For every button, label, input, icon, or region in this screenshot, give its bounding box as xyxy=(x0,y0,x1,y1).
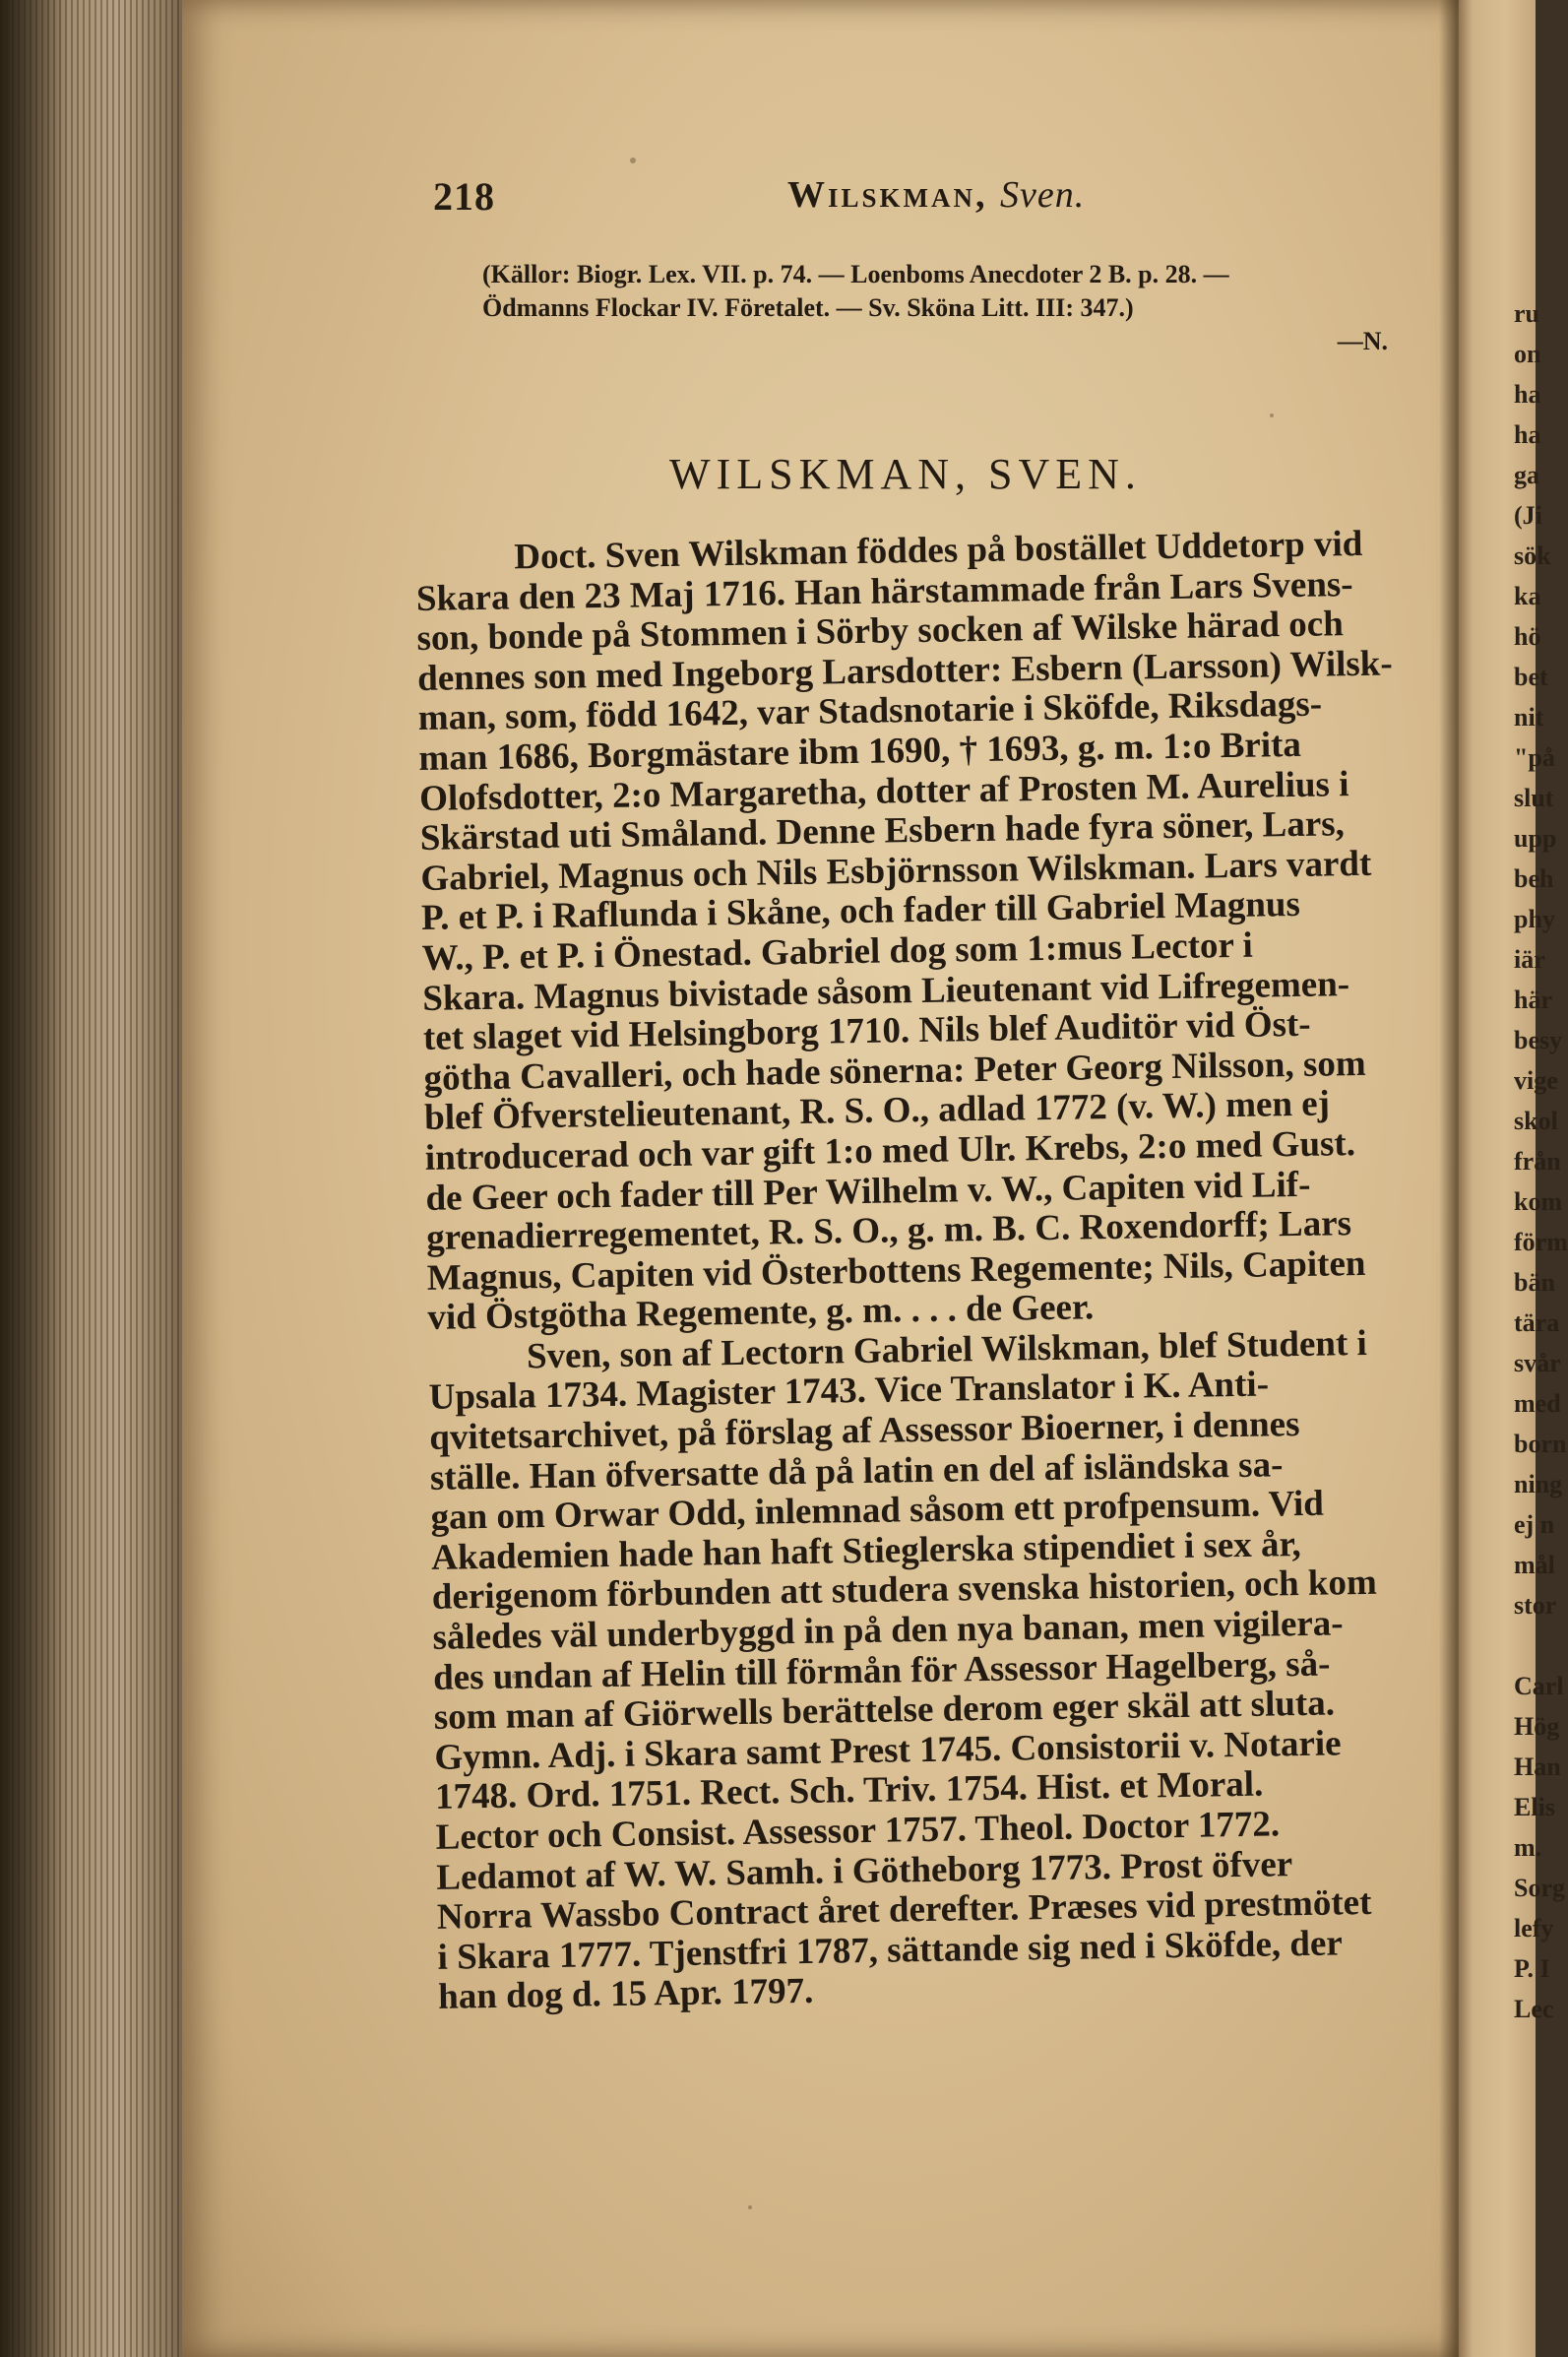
neighbor-line-fragment: on xyxy=(1514,340,1541,368)
body-line: des undan af Helin till förmån för Assessor Hagelberg, så- xyxy=(432,1643,1331,1698)
body-line: de Geer och fader till Per Wilhelm v. W., Capiten vid Lif- xyxy=(425,1164,1311,1219)
body-line: ställe. Han öfversatte då på latin en del af isländska sa- xyxy=(429,1443,1284,1498)
neighbor-line-fragment: skol xyxy=(1514,1107,1558,1135)
running-head xyxy=(787,173,1085,217)
neighbor-line-fragment: mål xyxy=(1514,1551,1555,1579)
body-line: som man af Giörwells berättelse derom eger skäl att sluta. xyxy=(433,1683,1336,1739)
paper-speck xyxy=(748,2205,752,2209)
paper-speck xyxy=(630,158,636,163)
body-line: götha Cavalleri, och hade sönerna: Peter Georg Nilsson, som xyxy=(423,1043,1366,1099)
body-line: introducerad och var gift 1:o med Ulr. Krebs, 2:o med Gust. xyxy=(424,1122,1356,1178)
neighbor-line-fragment: beh xyxy=(1514,864,1554,893)
body-line: P. et P. i Raflunda i Skåne, och fader till Gabriel Magnus xyxy=(420,884,1301,939)
neighbor-line-fragment: nit xyxy=(1514,703,1544,732)
paper-speck xyxy=(1270,414,1274,417)
body-line: man 1686, Borgmästare ibm 1690, † 1693, g. m. 1:o Brita xyxy=(418,724,1302,779)
body-line: således väl underbyggd in på den nya banan, men vigilera- xyxy=(432,1603,1344,1658)
neighbor-line-fragment: svår xyxy=(1514,1349,1561,1377)
neighbor-line-fragment: hö xyxy=(1514,622,1541,651)
paper-speck xyxy=(512,1674,517,1679)
body-line: dennes son med Ingeborg Larsdotter: Esbern (Larsson) Wilsk- xyxy=(416,643,1393,699)
body-line: derigenom förbunden att studera svenska historien, och kom xyxy=(431,1562,1378,1619)
body-line: Magnus, Capiten vid Österbottens Regemente; Nils, Capiten xyxy=(426,1242,1366,1299)
neighbor-line-fragment: sök xyxy=(1514,541,1551,570)
neighbor-line-fragment: upp xyxy=(1514,824,1557,853)
neighbor-line-fragment: tära xyxy=(1514,1308,1560,1337)
body-line: Gabriel, Magnus och Nils Esbjörnsson Wilskman. Lars vardt xyxy=(420,843,1372,899)
body-line: Skara den 23 Maj 1716. Han härstammade från Lars Svens- xyxy=(415,563,1353,619)
body-line: Ledamot af W. W. Samh. i Götheborg 1773. Prost öfver xyxy=(436,1843,1293,1898)
neighbor-line-fragment: ha xyxy=(1514,420,1541,449)
neighbor-line-fragment: besy xyxy=(1514,1026,1563,1054)
author-signature: —N. xyxy=(1337,327,1388,355)
page-header xyxy=(433,173,1417,232)
binding-shadow xyxy=(0,0,69,2357)
neighbor-line-fragment: m. xyxy=(1514,1833,1542,1862)
body-line: Olofsdotter, 2:o Margaretha, dotter af Prosten M. Aurelius i xyxy=(418,763,1349,819)
body-line: Akademien hade han haft Stieglerska stipendiet i sex år, xyxy=(430,1523,1302,1578)
sources-note xyxy=(482,258,1427,358)
body-line: i Skara 1777. Tjenstfri 1787, sättande sig ned i Sköfde, der xyxy=(437,1923,1344,1978)
body-line: Norra Wassbo Contract året derefter. Præses vid prestmötet xyxy=(436,1882,1372,1939)
neighbor-line-fragment: born xyxy=(1514,1430,1567,1458)
body-line: 1748. Ord. 1751. Rect. Sch. Triv. 1754. Hist. et Moral. xyxy=(434,1764,1264,1818)
neighbor-line-fragment: från xyxy=(1514,1147,1561,1176)
neighbor-line-fragment: slut xyxy=(1514,784,1554,812)
neighbor-line-fragment: Sorg xyxy=(1514,1874,1565,1902)
neighbor-line-fragment: ka xyxy=(1514,582,1541,610)
neighbor-line-fragment: vige xyxy=(1514,1066,1558,1095)
neighbor-line-fragment: Carl xyxy=(1514,1672,1564,1700)
neighbor-line-fragment: bet xyxy=(1514,663,1548,691)
body-line: son, bonde på Stommen i Sörby socken af Wilske härad och xyxy=(416,604,1345,660)
body-line: Skara. Magnus bivistade såsom Lieutenant vid Lifregemen- xyxy=(421,963,1350,1019)
body-line: man, som, född 1642, var Stadsnotarie i Sköfde, Riksdags- xyxy=(417,683,1323,739)
neighbor-line-fragment: Lec xyxy=(1514,1995,1554,2023)
neighbor-line-fragment: iär xyxy=(1514,945,1545,974)
neighbor-line-fragment: ru xyxy=(1514,299,1539,328)
running-head-given-name: Sven. xyxy=(1000,174,1086,216)
neighbor-line-fragment: (Ji xyxy=(1514,501,1542,530)
body-line: Upsala 1734. Magister 1743. Vice Translator i K. Anti- xyxy=(428,1364,1270,1419)
body-line: Doct. Sven Wilskman föddes på bostället Uddetorp vid xyxy=(513,523,1363,578)
page-number: 218 xyxy=(433,174,495,219)
body-line: tet slaget vid Helsingborg 1710. Nils blef Auditör vid Öst- xyxy=(422,1003,1311,1059)
body-line: han dog d. 15 Apr. 1797. xyxy=(437,1971,814,2018)
sources-line-1: (Källor: Biogr. Lex. VII. p. 74. — Loenboms Anecdoter 2 B. p. 28. — xyxy=(482,260,1229,288)
neighbor-line-fragment: ej n xyxy=(1514,1510,1555,1539)
body-line: grenadierregementet, R. S. O., g. m. B. C. Roxendorff; Lars xyxy=(425,1203,1352,1259)
neighbor-line-fragment: ga xyxy=(1514,461,1539,489)
article-body xyxy=(415,524,1452,2018)
body-line: blef Öfverstelieutenant, R. S. O., adlad 1772 (v. W.) men ej xyxy=(423,1083,1331,1139)
neighbor-line-fragment: "på xyxy=(1514,743,1555,772)
body-line: Skärstad uti Småland. Denne Esbern hade fyra söner, Lars, xyxy=(419,803,1346,860)
neighbor-line-fragment: kom xyxy=(1514,1187,1563,1216)
sources-line-2: Ödmanns Flockar IV. Företalet. — Sv. Sköna Litt. III: 347.) xyxy=(482,293,1134,322)
neighbor-line-fragment: ha xyxy=(1514,380,1541,409)
neighbor-line-fragment: P. I xyxy=(1514,1954,1550,1983)
running-head-surname: Wilskman, xyxy=(787,174,988,216)
body-line: W., P. et P. i Önestad. Gabriel dog som 1:mus Lector i xyxy=(421,924,1254,979)
neighbor-line-fragment: ning xyxy=(1514,1470,1563,1498)
neighbor-page-text xyxy=(1514,293,1568,2029)
body-line: Gymn. Adj. i Skara samt Prest 1745. Consistorii v. Notarie xyxy=(434,1723,1342,1778)
neighbor-line-fragment: Elis xyxy=(1514,1793,1555,1821)
body-line: qvitetsarchivet, på förslag af Assessor Bioerner, i dennes xyxy=(429,1404,1300,1458)
neighbor-line-fragment xyxy=(1514,1625,1553,1666)
body-line: Lector och Consist. Assessor 1757. Theol. Doctor 1772. xyxy=(435,1804,1281,1858)
neighbor-line-fragment: här xyxy=(1514,986,1552,1014)
neighbor-line-fragment: lefy xyxy=(1514,1914,1554,1943)
body-line: vid Östgötha Regemente, g. m. . . . de Geer. xyxy=(427,1287,1095,1339)
neighbor-line-fragment: Han xyxy=(1514,1752,1561,1781)
neighbor-line-fragment: bän xyxy=(1514,1268,1555,1297)
article-title: WILSKMAN, SVEN. xyxy=(669,450,1142,498)
neighbor-line-fragment: phy xyxy=(1514,905,1555,933)
neighbor-line-fragment: stor xyxy=(1514,1591,1557,1620)
body-line: Sven, son af Lectorn Gabriel Wilskman, blef Student i xyxy=(526,1322,1368,1377)
neighbor-line-fragment: förm xyxy=(1514,1228,1568,1256)
neighbor-line-fragment: Hög xyxy=(1514,1712,1560,1741)
body-line: gan om Orwar Odd, inlemnad såsom ett profpensum. Vid xyxy=(430,1483,1325,1539)
neighbor-line-fragment: med xyxy=(1514,1389,1561,1418)
